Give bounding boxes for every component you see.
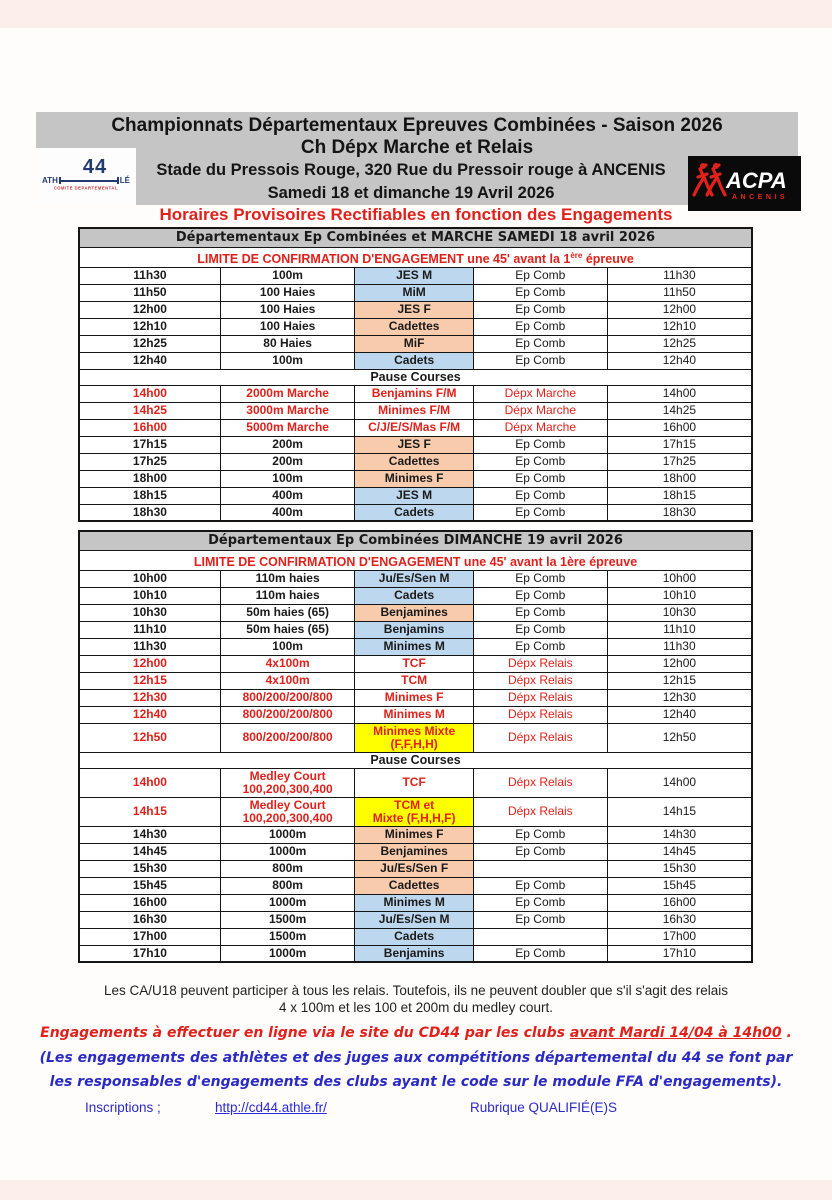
competition-type-cell: Ep Comb (473, 894, 607, 911)
competition-type-cell: Ep Comb (473, 945, 607, 962)
table-row (79, 318, 752, 335)
table-row (79, 768, 752, 797)
table-row (79, 436, 752, 453)
competition-type-cell: Dépx Relais (473, 672, 607, 689)
category-cell: Benjamins (355, 621, 473, 638)
event-cell: 100 Haies (220, 301, 355, 318)
confirmation-limit-text: LIMITE DE CONFIRMATION D'ENGAGEMENT une 45' avant la 1ère épreuve (79, 550, 752, 570)
time-confirm-cell: 15h45 (607, 877, 752, 894)
table-row (79, 335, 752, 352)
time-confirm-cell: 11h30 (607, 638, 752, 655)
table-row (79, 945, 752, 962)
event-cell: 200m (220, 453, 355, 470)
time-cell: 17h00 (79, 928, 220, 945)
competition-type-cell: Ep Comb (473, 436, 607, 453)
time-confirm-cell: 12h30 (607, 689, 752, 706)
time-cell: 11h30 (79, 267, 220, 284)
event-cell: 50m haies (65) (220, 604, 355, 621)
event-cell: 400m (220, 487, 355, 504)
relay-rules-line1: Les CA/U18 peuvent participer à tous les relais. Toutefois, ils ne peuvent doubler que s'il s'agit des relais (103, 983, 728, 998)
table-row (79, 723, 752, 752)
time-cell: 16h00 (79, 419, 220, 436)
time-cell: 12h10 (79, 318, 220, 335)
event-cell: 800/200/200/800 (220, 689, 355, 706)
time-cell: 11h50 (79, 284, 220, 301)
competition-type-cell: Ep Comb (473, 470, 607, 487)
time-cell: 16h30 (79, 911, 220, 928)
time-confirm-cell: 17h00 (607, 928, 752, 945)
time-confirm-cell: 12h15 (607, 672, 752, 689)
time-confirm-cell: 11h50 (607, 284, 752, 301)
competition-type-cell: Dépx Relais (473, 768, 607, 797)
time-confirm-cell: 18h30 (607, 504, 752, 521)
time-cell: 12h00 (79, 655, 220, 672)
category-cell: TCF (355, 768, 473, 797)
event-cell: 4x100m (220, 672, 355, 689)
event-cell: 200m (220, 436, 355, 453)
engagement-red-period: . (781, 1025, 792, 1041)
event-cell: 1000m (220, 894, 355, 911)
category-cell: Cadets (355, 587, 473, 604)
provisional-schedule-notice: Horaires Provisoires Rectifiables en fonction des Engagements (159, 205, 673, 224)
time-confirm-cell: 16h00 (607, 419, 752, 436)
event-cell: 800/200/200/800 (220, 723, 355, 752)
time-confirm-cell: 14h00 (607, 385, 752, 402)
table-row (79, 928, 752, 945)
confirmation-limit-row (79, 550, 752, 570)
competition-type-cell: Ep Comb (473, 352, 607, 369)
time-confirm-cell: 12h00 (607, 301, 752, 318)
category-cell: JES M (355, 267, 473, 284)
time-cell: 17h10 (79, 945, 220, 962)
engagement-blue-text: (Les engagements des athlètes et des juges aux compétitions départemental du 44 se font par les responsables d'engagements des clubs ayant le code sur le module FFA d'engagements). (39, 1049, 793, 1090)
confirmation-limit-row (79, 247, 752, 267)
inscriptions-label: Inscriptions ; (85, 1100, 161, 1115)
category-cell: Minimes F (355, 689, 473, 706)
time-confirm-cell: 10h10 (607, 587, 752, 604)
athle-track-icon (42, 176, 130, 185)
relay-rules-note (0, 982, 832, 1016)
time-confirm-cell: 14h15 (607, 797, 752, 826)
category-cell: Minimes F (355, 470, 473, 487)
competition-type-cell: Ep Comb (473, 826, 607, 843)
competition-type-cell: Ep Comb (473, 911, 607, 928)
event-cell: 800m (220, 860, 355, 877)
competition-type-cell (473, 928, 607, 945)
engagement-red-text: Engagements à effectuer en ligne via le site du CD44 par les clubs (40, 1025, 570, 1041)
time-confirm-cell: 17h10 (607, 945, 752, 962)
page-subtitle: Ch Dépx Marche et Relais (300, 137, 534, 158)
venue-line: Stade du Pressois Rouge, 320 Rue du Pressoir rouge à ANCENIS (156, 161, 666, 179)
category-cell: Benjamins F/M (355, 385, 473, 402)
time-cell: 11h30 (79, 638, 220, 655)
time-confirm-cell: 12h10 (607, 318, 752, 335)
engagement-instructions (28, 1021, 804, 1095)
time-cell: 14h45 (79, 843, 220, 860)
competition-type-cell: Dépx Marche (473, 385, 607, 402)
time-confirm-cell: 17h15 (607, 436, 752, 453)
competition-type-cell: Ep Comb (473, 487, 607, 504)
event-cell: 5000m Marche (220, 419, 355, 436)
saturday-schedule-table (78, 227, 753, 522)
category-cell: MiF (355, 335, 473, 352)
footer-row (0, 1100, 832, 1120)
event-cell: Medley Court 100,200,300,400 (220, 797, 355, 826)
competition-type-cell: Ep Comb (473, 843, 607, 860)
date-line: Samedi 18 et dimanche 19 Avril 2026 (267, 184, 555, 202)
time-confirm-cell: 16h00 (607, 894, 752, 911)
time-cell: 11h10 (79, 621, 220, 638)
time-confirm-cell: 14h25 (607, 402, 752, 419)
category-cell: Minimes M (355, 638, 473, 655)
table-row (79, 587, 752, 604)
time-cell: 12h40 (79, 706, 220, 723)
time-confirm-cell: 12h25 (607, 335, 752, 352)
category-cell: Cadets (355, 352, 473, 369)
table-row (79, 706, 752, 723)
pause-label: Pause Courses (79, 752, 752, 768)
page-title: Championnats Départementaux Epreuves Combinées - Saison 2026 (111, 115, 723, 136)
time-cell: 15h45 (79, 877, 220, 894)
time-confirm-cell: 12h40 (607, 706, 752, 723)
time-cell: 14h15 (79, 797, 220, 826)
table-row (79, 911, 752, 928)
category-cell: Cadets (355, 504, 473, 521)
pause-row (79, 369, 752, 385)
event-cell: 1500m (220, 928, 355, 945)
category-cell: Cadettes (355, 877, 473, 894)
event-cell: 100m (220, 267, 355, 284)
competition-type-cell (473, 860, 607, 877)
time-confirm-cell: 12h50 (607, 723, 752, 752)
table-row (79, 504, 752, 521)
event-cell: Medley Court 100,200,300,400 (220, 768, 355, 797)
event-cell: 100m (220, 638, 355, 655)
event-cell: 110m haies (220, 570, 355, 587)
competition-type-cell: Ep Comb (473, 301, 607, 318)
time-confirm-cell: 14h45 (607, 843, 752, 860)
event-cell: 50m haies (65) (220, 621, 355, 638)
time-confirm-cell: 12h00 (607, 655, 752, 672)
competition-type-cell: Ep Comb (473, 318, 607, 335)
competition-type-cell: Ep Comb (473, 453, 607, 470)
competition-type-cell: Ep Comb (473, 284, 607, 301)
time-cell: 18h30 (79, 504, 220, 521)
time-confirm-cell: 18h00 (607, 470, 752, 487)
category-cell: TCM (355, 672, 473, 689)
time-confirm-cell: 12h40 (607, 352, 752, 369)
athle44-right-text: LÉ (119, 176, 130, 185)
time-confirm-cell: 11h30 (607, 267, 752, 284)
category-cell: Cadettes (355, 318, 473, 335)
time-cell: 10h30 (79, 604, 220, 621)
competition-type-cell: Dépx Relais (473, 797, 607, 826)
table-row (79, 672, 752, 689)
time-cell: 18h00 (79, 470, 220, 487)
competition-type-cell: Ep Comb (473, 570, 607, 587)
event-cell: 3000m Marche (220, 402, 355, 419)
category-cell: Benjamines (355, 843, 473, 860)
category-cell: Cadettes (355, 453, 473, 470)
competition-type-cell: Ep Comb (473, 587, 607, 604)
athle44-left-text: ATH (42, 176, 58, 185)
table-row (79, 826, 752, 843)
table-row (79, 638, 752, 655)
table-row (79, 470, 752, 487)
competition-type-cell: Ep Comb (473, 621, 607, 638)
confirmation-limit-text: LIMITE DE CONFIRMATION D'ENGAGEMENT une 45' avant la 1ère épreuve (79, 247, 752, 267)
time-cell: 15h30 (79, 860, 220, 877)
time-cell: 18h15 (79, 487, 220, 504)
category-cell: TCM et Mixte (F,H,H,F) (355, 797, 473, 826)
event-cell: 800m (220, 877, 355, 894)
table-row (79, 352, 752, 369)
competition-type-cell: Ep Comb (473, 638, 607, 655)
table-row (79, 877, 752, 894)
table-title: Départementaux Ep Combinées DIMANCHE 19 avril 2026 (79, 531, 752, 550)
table-row (79, 453, 752, 470)
pause-label: Pause Courses (79, 369, 752, 385)
time-confirm-cell: 11h10 (607, 621, 752, 638)
event-cell: 1000m (220, 843, 355, 860)
time-cell: 12h25 (79, 335, 220, 352)
table-title-row (79, 531, 752, 550)
competition-type-cell: Ep Comb (473, 335, 607, 352)
competition-type-cell: Ep Comb (473, 877, 607, 894)
event-cell: 2000m Marche (220, 385, 355, 402)
category-cell: TCF (355, 655, 473, 672)
event-cell: 400m (220, 504, 355, 521)
time-cell: 10h10 (79, 587, 220, 604)
time-confirm-cell: 14h00 (607, 768, 752, 797)
competition-type-cell: Dépx Relais (473, 706, 607, 723)
category-cell: JES F (355, 436, 473, 453)
category-cell: Minimes Mixte (F,F,H,H) (355, 723, 473, 752)
category-cell: Cadets (355, 928, 473, 945)
table-title-row (79, 228, 752, 247)
table-title: Départementaux Ep Combinées et MARCHE SAMEDI 18 avril 2026 (79, 228, 752, 247)
event-cell: 4x100m (220, 655, 355, 672)
athle44-number: 44 (82, 156, 108, 178)
event-cell: 800/200/200/800 (220, 706, 355, 723)
athle44-caption: COMITÉ DÉPARTEMENTAL (53, 186, 119, 191)
category-cell: Minimes F (355, 826, 473, 843)
competition-type-cell: Dépx Marche (473, 402, 607, 419)
relay-rules-line2: 4 x 100m et les 100 et 200m du medley court. (279, 1000, 553, 1015)
time-cell: 12h00 (79, 301, 220, 318)
time-cell: 14h00 (79, 768, 220, 797)
category-cell: Minimes M (355, 894, 473, 911)
acpa-logo (688, 156, 801, 211)
event-cell: 1000m (220, 945, 355, 962)
time-cell: 14h25 (79, 402, 220, 419)
category-cell: Ju/Es/Sen M (355, 570, 473, 587)
time-confirm-cell: 14h30 (607, 826, 752, 843)
event-cell: 80 Haies (220, 335, 355, 352)
sunday-schedule-table (78, 530, 753, 963)
cd44-link[interactable]: http://cd44.athle.fr/ (215, 1100, 327, 1115)
competition-type-cell: Dépx Marche (473, 419, 607, 436)
category-cell: Benjamins (355, 945, 473, 962)
time-cell: 16h00 (79, 894, 220, 911)
competition-type-cell: Dépx Relais (473, 689, 607, 706)
event-cell: 100 Haies (220, 318, 355, 335)
time-confirm-cell: 10h30 (607, 604, 752, 621)
table-row (79, 689, 752, 706)
competition-type-cell: Dépx Relais (473, 655, 607, 672)
time-confirm-cell: 17h25 (607, 453, 752, 470)
event-cell: 100m (220, 352, 355, 369)
table-row (79, 284, 752, 301)
table-row (79, 385, 752, 402)
table-row (79, 894, 752, 911)
category-cell: Ju/Es/Sen F (355, 860, 473, 877)
category-cell: JES M (355, 487, 473, 504)
category-cell: Minimes M (355, 706, 473, 723)
acpa-name: ACPA (726, 168, 787, 193)
time-cell: 14h00 (79, 385, 220, 402)
category-cell: Benjamines (355, 604, 473, 621)
time-confirm-cell: 16h30 (607, 911, 752, 928)
competition-type-cell: Ep Comb (473, 504, 607, 521)
table-row (79, 843, 752, 860)
competition-type-cell: Ep Comb (473, 604, 607, 621)
competition-type-cell: Ep Comb (473, 267, 607, 284)
event-cell: 100m (220, 470, 355, 487)
category-cell: JES F (355, 301, 473, 318)
event-cell: 110m haies (220, 587, 355, 604)
event-cell: 1500m (220, 911, 355, 928)
time-cell: 17h25 (79, 453, 220, 470)
acpa-city: ANCENIS (732, 194, 789, 201)
runners-icon (691, 161, 729, 207)
time-cell: 10h00 (79, 570, 220, 587)
event-cell: 1000m (220, 826, 355, 843)
table-row (79, 604, 752, 621)
competition-type-cell: Dépx Relais (473, 723, 607, 752)
time-cell: 12h30 (79, 689, 220, 706)
table-row (79, 655, 752, 672)
category-cell: C/J/E/S/Mas F/M (355, 419, 473, 436)
table-row (79, 487, 752, 504)
category-cell: Ju/Es/Sen M (355, 911, 473, 928)
table-row (79, 797, 752, 826)
category-cell: MiM (355, 284, 473, 301)
rubrique-label: Rubrique QUALIFIÉ(E)S (470, 1100, 618, 1115)
time-cell: 12h40 (79, 352, 220, 369)
time-confirm-cell: 15h30 (607, 860, 752, 877)
pause-row (79, 752, 752, 768)
time-confirm-cell: 10h00 (607, 570, 752, 587)
time-cell: 17h15 (79, 436, 220, 453)
athle44-logo (36, 148, 136, 205)
table-row (79, 267, 752, 284)
table-row (79, 301, 752, 318)
time-confirm-cell: 18h15 (607, 487, 752, 504)
time-cell: 12h50 (79, 723, 220, 752)
engagement-deadline: avant Mardi 14/04 à 14h00 (569, 1025, 782, 1041)
table-row (79, 402, 752, 419)
table-row (79, 419, 752, 436)
time-cell: 14h30 (79, 826, 220, 843)
event-cell: 100 Haies (220, 284, 355, 301)
time-cell: 12h15 (79, 672, 220, 689)
header-banner (36, 112, 798, 205)
category-cell: Minimes F/M (355, 402, 473, 419)
table-row (79, 860, 752, 877)
table-row (79, 570, 752, 587)
table-row (79, 621, 752, 638)
